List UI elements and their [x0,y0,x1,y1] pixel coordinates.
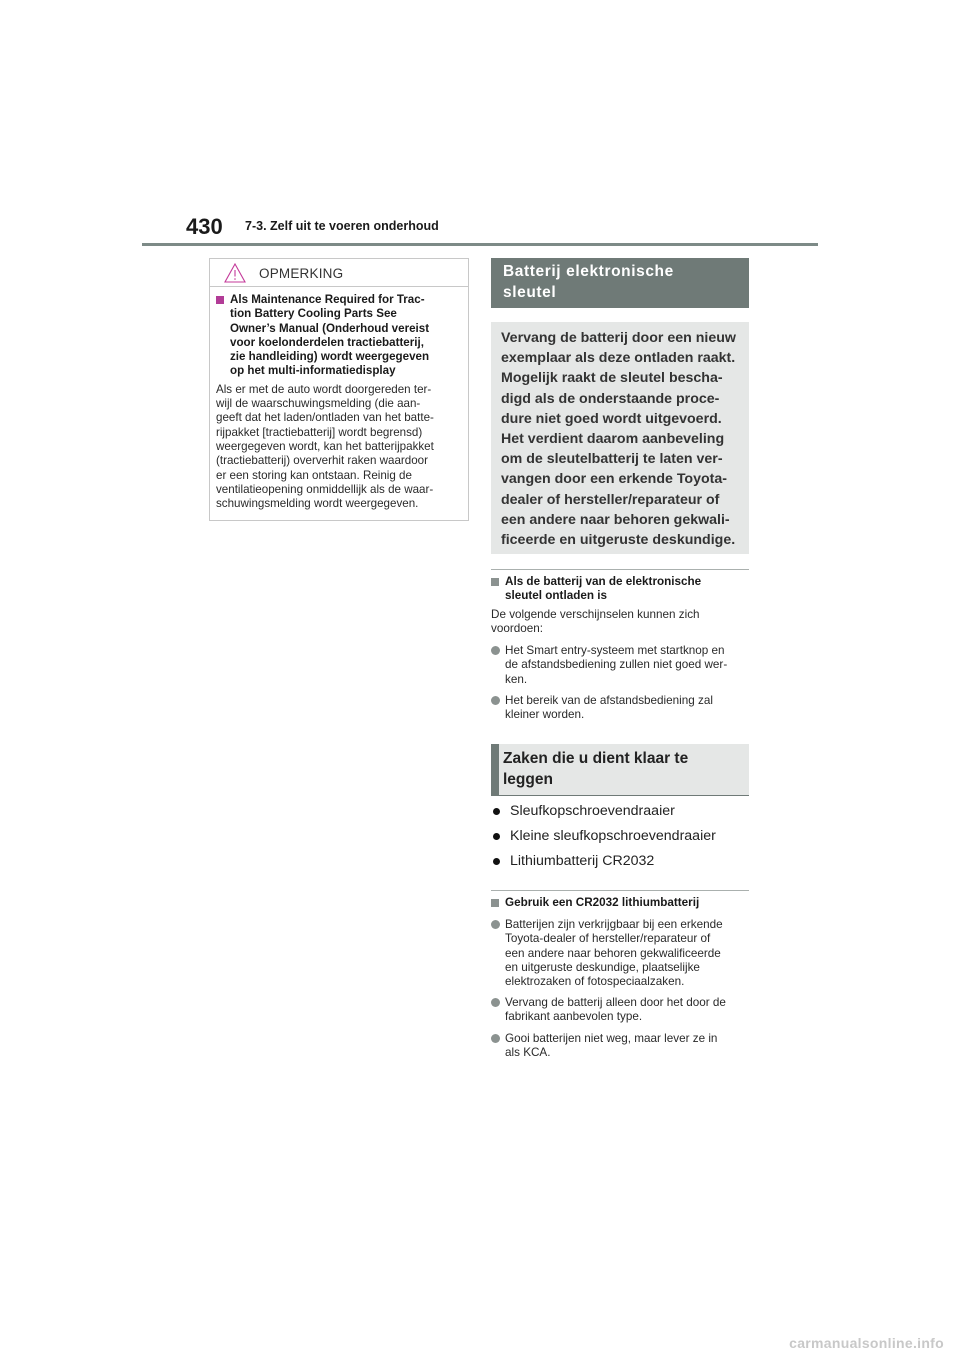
list-item [491,644,749,687]
notice-box [209,258,469,521]
battery-section-heading [491,258,749,308]
heading-line: Batterij elektronische [503,263,674,280]
notice-heading [216,293,460,379]
text-line: Het verdient daarom aanbeveling [501,431,725,448]
list-item [491,1032,749,1061]
page-number: 430 [186,214,223,239]
text-line: dure niet goed wordt uitgevoerd. [501,410,722,427]
text-line: Mogelijk raakt de sleutel bescha- [501,370,723,387]
header-rule [142,243,818,246]
notice-body [210,287,468,511]
text-line: Owner’s Manual (Onderhoud vereist [230,321,430,335]
text-line: voor koelonderdelen tractiebatterij, [230,335,424,349]
text-line: exemplaar als deze ontladen raakt. [501,350,736,367]
list-item [491,918,749,989]
tool-label: Sleufkopschroevendraaier [510,803,675,819]
text-line: (tractiebatterij) oververhit raken waardoor [216,454,428,468]
tool-label: Lithiumbatterij CR2032 [510,853,655,869]
text-line: zie handleiding) wordt weergegeven [230,350,430,364]
notice-header [210,259,468,287]
text-line: wijl de waarschuwingsmelding (die aan- [216,397,421,411]
text-line: Het bereik van de afstandsbediening zal [505,694,713,707]
text-line: voordoen: [491,622,543,636]
discharged-heading [491,575,749,604]
heading-line: Zaken die u dient klaar te [503,750,689,767]
heading-line: leggen [503,771,553,788]
cr2032-heading [491,896,749,910]
text-line: Vervang de batterij door een nieuw [501,330,736,346]
list-item [491,996,749,1025]
text-line: vangen door een erkende Toyota- [501,471,727,488]
section-title: 7-3. Zelf uit te voeren onderhoud [245,219,439,233]
text-line: rijpakket [tractiebatterij] wordt begrensd) [216,425,423,439]
section-divider [491,890,749,891]
notice-title: OPMERKING [259,266,344,281]
bullet-dot-icon [491,920,500,929]
text-line: kleiner worden. [505,708,585,722]
prepare-section-heading [491,744,749,796]
bullet-dot-icon [491,646,500,655]
text-line: een andere naar behoren gekwali- [501,511,730,528]
gray-square-icon [491,899,499,907]
heading-line: sleutel [503,284,557,301]
tool-item [493,828,716,845]
bullet-dot-icon [493,833,500,840]
bullet-dot-icon [493,858,500,865]
magenta-square-icon [216,296,224,304]
bullet-dot-icon [491,998,500,1007]
tool-item [493,853,654,870]
text-line: Vervang de batterij alleen door het door de [505,996,726,1009]
text-line: schuwingsmelding wordt weergegeven. [216,497,419,511]
tool-item [493,803,675,820]
text-line: ken. [505,672,528,686]
text-line: er een storing kan ontstaan. Reinig de [216,468,412,482]
text-line: sleutel ontladen is [505,589,607,603]
text-line: Als er met de auto wordt doorgereden ter- [216,382,432,396]
bullet-dot-icon [493,808,500,815]
watermark: carmanualsonline.info [789,1335,944,1351]
text-line: om de sleutelbatterij te laten ver- [501,451,723,468]
text-line: Als de batterij van de elektronische [505,575,702,588]
text-line: de afstandsbediening zullen niet goed wer- [505,658,728,672]
text-line: ficeerde en uitgeruste deskundige. [501,532,736,549]
section-divider [491,569,749,570]
text-line: als KCA. [505,1046,551,1060]
bullet-dot-icon [491,1034,500,1043]
text-line: elektrozaken of fotospeciaalzaken. [505,975,685,989]
text-line: Gooi batterijen niet weg, maar lever ze in [505,1032,718,1045]
list-item [491,694,749,723]
heading-text: Gebruik een CR2032 lithiumbatterij [505,896,700,909]
tool-label: Kleine sleufkopschroevendraaier [510,828,716,844]
text-line: fabrikant aanbevolen type. [505,1010,643,1024]
text-line: en uitgeruste deskundige, plaatselijke [505,960,700,974]
warning-triangle-icon [224,263,246,283]
text-line: tion Battery Cooling Parts See [230,307,397,321]
text-line: digd als de onderstaande proce- [501,390,720,407]
text-line: Het Smart entry-systeem met startknop en [505,644,725,657]
notice-paragraph [216,383,460,512]
bullet-dot-icon [491,696,500,705]
text-line: een andere naar behoren gekwalificeerde [505,946,721,960]
text-line: De volgende verschijnselen kunnen zich [491,608,700,621]
text-line: dealer of hersteller/reparateur of [501,491,720,508]
battery-intro-panel [491,322,749,554]
text-line: Toyota-dealer of hersteller/reparateur of [505,932,711,946]
text-line: Als Maintenance Required for Trac- [230,293,425,306]
text-line: ventilatieopening onmiddellijk als de waar- [216,482,434,496]
text-line: weergegeven wordt, kan het batterijpakket [216,439,434,453]
discharged-intro [491,608,749,637]
gray-square-icon [491,578,499,586]
text-line: geeft dat het laden/ontladen van het batte- [216,411,434,425]
text-line: op het multi-informatiedisplay [230,364,396,378]
text-line: Batterijen zijn verkrijgbaar bij een erkende [505,918,723,931]
